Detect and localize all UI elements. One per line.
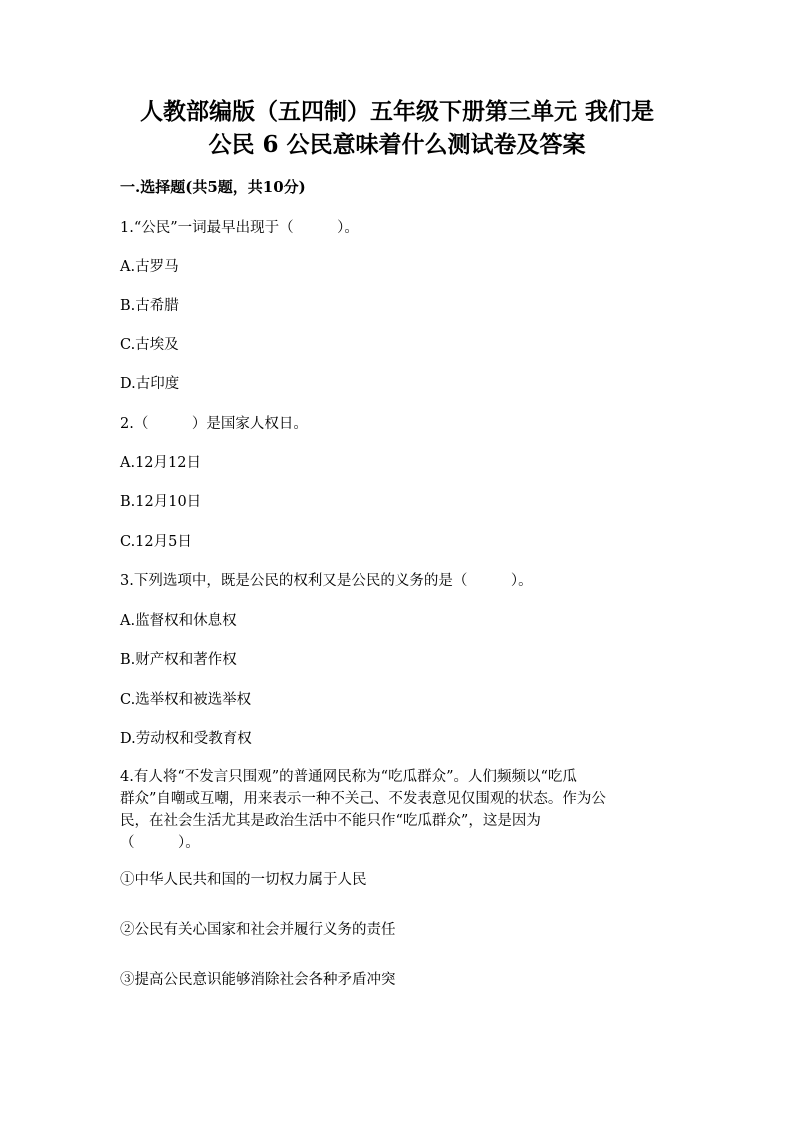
question-4-option-1: ①中华人民共和国的一切权力属于人民 <box>120 872 367 888</box>
question-4-option-3: ③提高公民意识能够消除社会各种矛盾冲突 <box>120 972 396 988</box>
question-2-stem: 2.（ ）是国家人权日。 <box>120 416 308 432</box>
question-2-option-b: B.12月10日 <box>120 494 202 510</box>
document-title-line-1: 人教部编版（五四制）五年级下册第三单元 我们是 <box>139 98 654 125</box>
question-3-option-d: D.劳动权和受教育权 <box>120 731 252 747</box>
question-3-stem: 3.下列选项中，既是公民的权利又是公民的义务的是（ ）。 <box>120 573 533 589</box>
question-3-option-a: A.监督权和休息权 <box>120 613 237 629</box>
question-1-stem: 1.“公民”一词最早出现于（ ）。 <box>120 220 359 236</box>
question-1-option-d: D.古印度 <box>120 376 180 392</box>
question-1-option-c: C.古埃及 <box>120 337 179 353</box>
question-1-option-b: B.古希腊 <box>120 298 179 314</box>
question-2-option-c: C.12月5日 <box>120 534 192 550</box>
document-title-line-2: 公民 6 公民意味着什么测试卷及答案 <box>208 131 586 158</box>
question-4-option-2: ②公民有关心国家和社会并履行义务的责任 <box>120 922 396 938</box>
question-4-stem <box>120 766 672 854</box>
question-4-stem-line-4: （ ）。 <box>120 835 200 851</box>
question-3-option-c: C.选举权和被选举权 <box>120 692 252 708</box>
question-3-option-b: B.财产权和著作权 <box>120 652 237 668</box>
question-1-option-a: A.古罗马 <box>120 259 179 275</box>
question-4-stem-line-1: 4.有人将“不发言只围观”的普通网民称为“吃瓜群众”。人们频频以“吃瓜 <box>120 769 577 785</box>
section-heading: 一.选择题(共5题，共10分) <box>120 178 306 196</box>
question-4-stem-line-2: 群众”自嘲或互嘲，用来表示一种不关己、不发表意见仅围观的状态。作为公 <box>120 791 606 807</box>
question-4-stem-line-3: 民，在社会生活尤其是政治生活中不能只作“吃瓜群众”，这是因为 <box>120 813 541 829</box>
question-2-option-a: A.12月12日 <box>120 455 201 471</box>
